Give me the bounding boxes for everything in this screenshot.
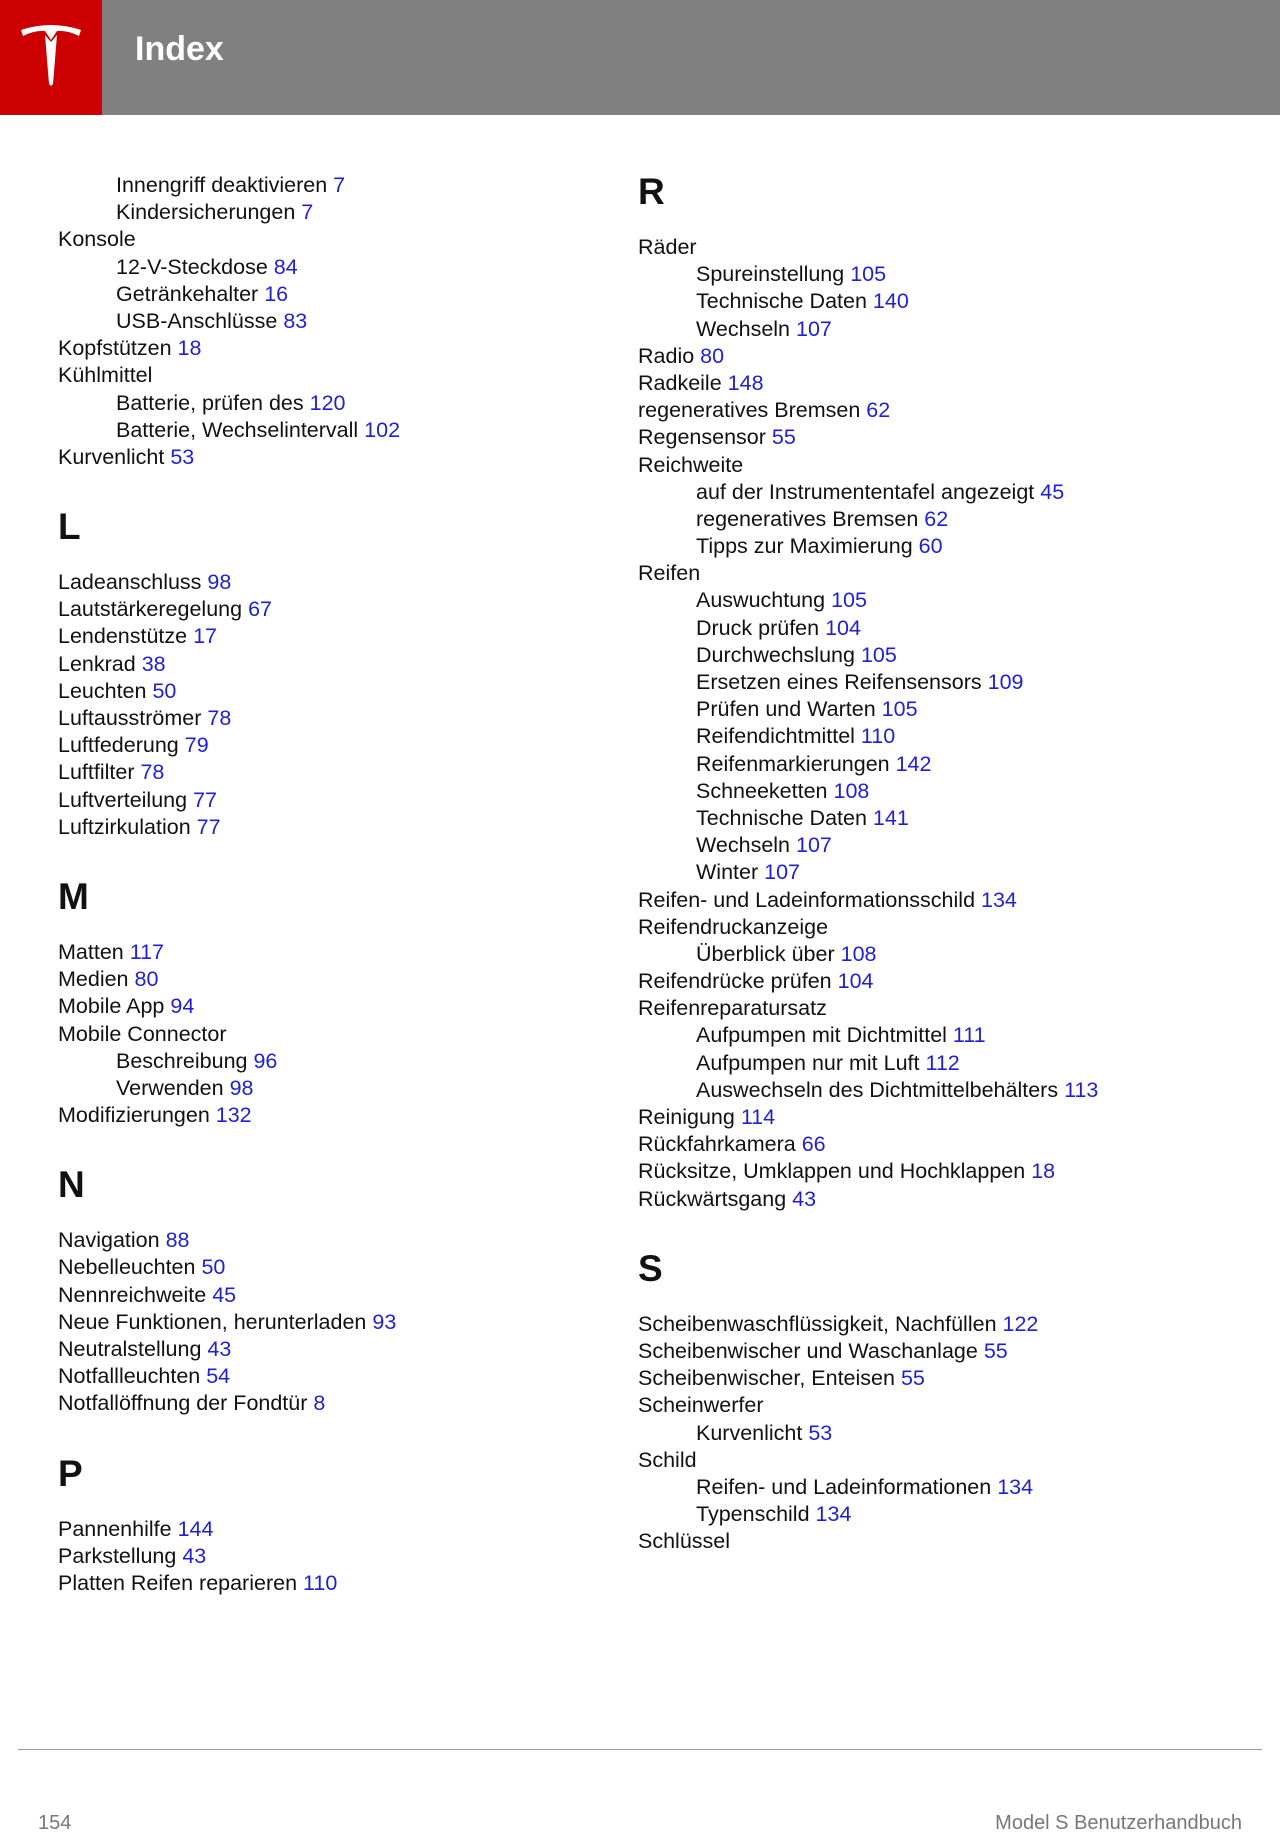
index-term: Lenkrad xyxy=(58,651,136,676)
page-reference-link[interactable]: 16 xyxy=(264,281,289,306)
page-reference-link[interactable]: 67 xyxy=(248,597,272,622)
index-entry xyxy=(638,1447,1248,1474)
index-subentry xyxy=(638,1050,1248,1077)
index-entry xyxy=(58,939,618,966)
index-term: Schlüssel xyxy=(638,1529,731,1554)
page-reference-link[interactable]: 141 xyxy=(872,805,909,830)
index-column-left xyxy=(58,172,618,1597)
index-term: Kühlmittel xyxy=(58,363,153,388)
index-term: Neue Funktionen, herunterladen xyxy=(58,1309,367,1334)
index-term: Reinigung xyxy=(638,1105,735,1129)
index-term: Wechseln xyxy=(696,316,791,341)
index-subentry xyxy=(638,778,1248,805)
index-subentry xyxy=(638,941,1248,968)
index-subentry xyxy=(638,587,1248,614)
index-term: Mobile App xyxy=(58,994,165,1019)
index-subentry xyxy=(638,1022,1248,1049)
index-term: USB-Anschlüsse xyxy=(116,308,278,333)
index-term: Modifizierungen xyxy=(58,1103,210,1128)
index-term: Konsole xyxy=(58,227,136,252)
index-term: Luftfilter xyxy=(58,760,135,785)
index-entry xyxy=(638,370,1248,397)
page-reference-link[interactable]: 117 xyxy=(129,939,164,964)
index-term: Getränkehalter xyxy=(116,281,259,306)
index-term: regeneratives Bremsen xyxy=(696,506,919,531)
page-reference-link[interactable]: 45 xyxy=(1040,479,1065,504)
index-term: Reifen xyxy=(638,561,701,586)
index-section-letter: L xyxy=(58,506,81,548)
page-reference-link[interactable]: 53 xyxy=(808,1420,833,1445)
index-entry xyxy=(58,1363,618,1390)
index-subentry xyxy=(58,254,618,281)
page-reference-link[interactable]: 38 xyxy=(141,651,166,676)
index-term: Reifendichtmittel xyxy=(696,724,855,749)
index-term: Neutralstellung xyxy=(58,1337,202,1361)
page-reference-link[interactable]: 122 xyxy=(1002,1311,1039,1336)
index-term: Druck prüfen xyxy=(696,615,820,640)
index-term: Scheinwerfer xyxy=(638,1393,764,1418)
index-entry xyxy=(58,993,618,1020)
page-reference-link[interactable]: 104 xyxy=(825,615,861,640)
page-reference-link[interactable]: 110 xyxy=(860,724,896,749)
index-entry xyxy=(58,1336,618,1363)
index-term: Navigation xyxy=(58,1228,160,1253)
index-entry xyxy=(58,623,618,650)
index-entry xyxy=(58,1309,618,1336)
index-term: Reifendrücke prüfen xyxy=(638,969,832,994)
index-entry xyxy=(58,444,618,471)
index-entry xyxy=(638,424,1248,451)
page-reference-link[interactable]: 88 xyxy=(165,1228,190,1253)
page-reference-link[interactable]: 142 xyxy=(895,751,932,776)
index-term: Reifenreparatursatz xyxy=(638,996,827,1021)
page-reference-link[interactable]: 78 xyxy=(207,706,232,730)
index-term: Lautstärkeregelung xyxy=(58,597,243,622)
index-term: Lendenstütze xyxy=(58,624,188,649)
page-header xyxy=(0,0,1280,115)
index-entry xyxy=(58,651,618,678)
index-term: Schild xyxy=(638,1447,697,1472)
page-reference-link[interactable]: 7 xyxy=(301,200,314,225)
index-subentry xyxy=(638,1077,1248,1104)
index-subentry xyxy=(638,1420,1248,1447)
index-subentry xyxy=(638,506,1248,533)
index-subentry xyxy=(638,1501,1248,1528)
page-reference-link[interactable]: 107 xyxy=(796,316,832,341)
page-reference-link[interactable]: 132 xyxy=(215,1103,252,1128)
index-entry xyxy=(638,397,1248,424)
page-reference-link[interactable]: 105 xyxy=(881,697,918,722)
index-term: Batterie, Wechselintervall xyxy=(116,417,359,442)
index-term: auf der Instrumententafel angezeigt xyxy=(696,479,1035,504)
index-entry xyxy=(58,569,618,596)
index-term: Rückwärtsgang xyxy=(638,1186,787,1211)
index-entry xyxy=(638,1392,1248,1419)
index-entry xyxy=(638,343,1248,370)
logo-box xyxy=(0,0,102,115)
index-term: Reifen- und Ladeinformationen xyxy=(696,1474,992,1499)
index-term: Notfallleuchten xyxy=(58,1364,201,1389)
page-reference-link[interactable]: 102 xyxy=(364,417,401,442)
index-section-letter: P xyxy=(58,1452,83,1494)
index-subentry xyxy=(638,751,1248,778)
page-reference-link[interactable]: 77 xyxy=(193,787,217,812)
index-term: Tipps zur Maximierung xyxy=(696,534,913,559)
index-entry xyxy=(58,226,618,253)
index-term: Medien xyxy=(58,967,129,992)
index-section-letter: N xyxy=(58,1164,85,1206)
index-term: Reifen- und Ladeinformationsschild xyxy=(638,887,976,912)
index-term: Beschreibung xyxy=(116,1048,248,1073)
index-entry xyxy=(58,1227,618,1254)
page-reference-link[interactable]: 144 xyxy=(177,1516,214,1541)
index-entry xyxy=(638,234,1248,261)
index-term: Mobile Connector xyxy=(58,1021,227,1046)
page-reference-link[interactable]: 110 xyxy=(303,1570,338,1595)
page-reference-link[interactable]: 45 xyxy=(212,1282,237,1307)
index-entry xyxy=(638,1104,1248,1131)
index-subentry xyxy=(638,696,1248,723)
page-reference-link[interactable]: 83 xyxy=(283,308,308,333)
index-entry xyxy=(58,1516,618,1543)
page-reference-link[interactable]: 98 xyxy=(207,570,232,595)
index-term: Spureinstellung xyxy=(696,262,845,287)
index-term: Luftausströmer xyxy=(58,706,202,730)
index-entry xyxy=(638,968,1248,995)
index-term: Aufpumpen nur mit Luft xyxy=(696,1050,920,1075)
index-subentry xyxy=(638,615,1248,642)
page-reference-link[interactable]: 80 xyxy=(700,343,725,368)
index-term: Reifendruckanzeige xyxy=(638,914,829,939)
index-entry xyxy=(58,1570,618,1597)
index-entry xyxy=(638,560,1248,587)
index-term: Matten xyxy=(58,939,124,964)
index-term: Kurvenlicht xyxy=(696,1420,803,1445)
page-reference-link[interactable]: 105 xyxy=(860,642,897,667)
index-term: Scheibenwischer, Enteisen xyxy=(638,1366,895,1391)
index-entry xyxy=(58,1021,618,1048)
index-subentry xyxy=(638,805,1248,832)
index-term: Notfallöffnung der Fondtür xyxy=(58,1391,308,1416)
index-entry xyxy=(638,914,1248,941)
index-subentry xyxy=(638,832,1248,859)
page-reference-link[interactable]: 60 xyxy=(918,534,943,559)
page-reference-link[interactable]: 108 xyxy=(833,778,870,803)
page-reference-link[interactable]: 50 xyxy=(201,1255,226,1280)
index-subentry xyxy=(58,172,618,199)
index-term: regeneratives Bremsen xyxy=(638,398,861,423)
index-entry xyxy=(638,452,1248,479)
index-term: Luftverteilung xyxy=(58,787,188,812)
index-term: Verwenden xyxy=(116,1075,224,1100)
index-term: Parkstellung xyxy=(58,1543,177,1568)
index-subentry xyxy=(58,281,618,308)
index-term: Aufpumpen mit Dichtmittel xyxy=(696,1023,947,1048)
page-reference-link[interactable]: 55 xyxy=(771,425,796,450)
index-term: Kurvenlicht xyxy=(58,444,165,469)
index-term: Rückfahrkamera xyxy=(638,1132,796,1157)
index-term: Platten Reifen reparieren xyxy=(58,1570,298,1595)
footer-page-number: 154 xyxy=(38,1812,72,1834)
page-reference-link[interactable]: 104 xyxy=(837,969,874,994)
index-entry xyxy=(638,1131,1248,1158)
index-entry xyxy=(58,1543,618,1570)
index-entry xyxy=(638,1158,1248,1185)
index-subentry xyxy=(58,417,618,444)
index-subentry xyxy=(638,479,1248,506)
index-term: Nebelleuchten xyxy=(58,1255,196,1280)
page-reference-link[interactable]: 79 xyxy=(184,733,209,758)
page-reference-link[interactable]: 55 xyxy=(900,1366,925,1391)
index-subentry xyxy=(638,642,1248,669)
index-term: Reifenmarkierungen xyxy=(696,751,890,776)
page-reference-link[interactable]: 105 xyxy=(850,262,887,287)
page-reference-link[interactable]: 66 xyxy=(801,1132,826,1157)
index-entry xyxy=(58,596,618,623)
index-term: Ersetzen eines Reifensensors xyxy=(696,670,982,694)
index-term: Technische Daten xyxy=(696,805,867,830)
index-term: Kopfstützen xyxy=(58,336,172,361)
index-entry xyxy=(58,1102,618,1129)
index-term: Räder xyxy=(638,235,697,259)
page-reference-link[interactable]: 7 xyxy=(333,173,346,197)
index-subentry xyxy=(638,669,1248,696)
index-term: Kindersicherungen xyxy=(116,200,296,225)
index-term: Radio xyxy=(638,343,695,368)
index-subentry xyxy=(638,316,1248,343)
index-term: Radkeile xyxy=(638,370,722,395)
page-reference-link[interactable]: 109 xyxy=(987,670,1024,694)
index-term: Pannenhilfe xyxy=(58,1516,172,1541)
page-reference-link[interactable]: 112 xyxy=(925,1050,960,1075)
index-subentry xyxy=(58,308,618,335)
index-term: Leuchten xyxy=(58,678,147,703)
index-entry xyxy=(58,1282,618,1309)
page-reference-link[interactable]: 96 xyxy=(253,1048,278,1073)
page-reference-link[interactable]: 114 xyxy=(740,1105,776,1129)
page-reference-link[interactable]: 18 xyxy=(177,336,202,361)
index-subentry xyxy=(638,859,1248,886)
index-term: Luftfederung xyxy=(58,733,179,758)
page-reference-link[interactable]: 98 xyxy=(229,1075,254,1100)
index-term: Schneeketten xyxy=(696,778,828,803)
footer-divider xyxy=(18,1749,1262,1750)
page-reference-link[interactable]: 93 xyxy=(372,1309,397,1334)
index-term: Wechseln xyxy=(696,833,791,858)
page-reference-link[interactable]: 50 xyxy=(152,678,177,703)
page-reference-link[interactable]: 54 xyxy=(206,1364,231,1389)
page-reference-link[interactable]: 78 xyxy=(140,760,165,785)
page-reference-link[interactable]: 43 xyxy=(182,1543,207,1568)
index-entry xyxy=(638,1528,1248,1555)
index-subentry xyxy=(58,1048,618,1075)
index-entry xyxy=(58,814,618,841)
index-entry xyxy=(58,705,618,732)
page-reference-link[interactable]: 94 xyxy=(170,994,195,1019)
page-reference-link[interactable]: 120 xyxy=(309,390,346,415)
index-term: Typenschild xyxy=(696,1502,810,1527)
index-entry xyxy=(58,787,618,814)
page-reference-link[interactable]: 113 xyxy=(1064,1077,1099,1102)
page-reference-link[interactable]: 55 xyxy=(983,1338,1008,1363)
index-term: 12-V-Steckdose xyxy=(116,254,268,279)
index-term: Technische Daten xyxy=(696,289,867,314)
index-term: Scheibenwischer und Waschanlage xyxy=(638,1338,978,1363)
page-reference-link[interactable]: 148 xyxy=(727,370,764,395)
index-subentry xyxy=(638,533,1248,560)
tesla-logo-icon xyxy=(17,20,85,88)
page-reference-link[interactable]: 84 xyxy=(273,254,298,279)
index-term: Überblick über xyxy=(696,941,835,966)
index-section-letter: S xyxy=(638,1247,663,1289)
index-term: Durchwechslung xyxy=(696,642,855,667)
index-subentry xyxy=(58,1075,618,1102)
index-entry xyxy=(638,887,1248,914)
page-reference-link[interactable]: 107 xyxy=(764,860,800,885)
index-entry xyxy=(638,1365,1248,1392)
page-reference-link[interactable]: 105 xyxy=(831,588,867,613)
index-term: Batterie, prüfen des xyxy=(116,390,304,415)
page-reference-link[interactable]: 8 xyxy=(313,1391,326,1416)
index-subentry xyxy=(58,199,618,226)
page-reference-link[interactable]: 77 xyxy=(196,814,221,839)
page-reference-link[interactable]: 111 xyxy=(952,1023,986,1048)
index-section-letter: R xyxy=(638,171,665,212)
page-reference-link[interactable]: 18 xyxy=(1031,1159,1056,1184)
index-term: Rücksitze, Umklappen und Hochklappen xyxy=(638,1159,1026,1184)
index-term: Luftzirkulation xyxy=(58,814,191,839)
index-term: Auswechseln des Dichtmittelbehälters xyxy=(696,1077,1059,1102)
page-reference-link[interactable]: 17 xyxy=(193,624,218,649)
page-title: Index xyxy=(135,30,224,68)
index-entry xyxy=(58,362,618,389)
page-reference-link[interactable]: 43 xyxy=(792,1186,817,1211)
index-entry xyxy=(58,1390,618,1417)
index-term: Prüfen und Warten xyxy=(696,697,876,722)
index-entry xyxy=(638,995,1248,1022)
index-term: Winter xyxy=(696,860,759,885)
index-entry xyxy=(58,966,618,993)
index-entry xyxy=(58,335,618,362)
index-term: Auswuchtung xyxy=(696,588,826,613)
index-term: Scheibenwaschflüssigkeit, Nachfüllen xyxy=(638,1311,997,1336)
page-reference-link[interactable]: 140 xyxy=(872,289,909,314)
page-reference-link[interactable]: 53 xyxy=(170,444,195,469)
index-section-letter: M xyxy=(58,875,89,917)
page-reference-link[interactable]: 108 xyxy=(840,941,877,966)
page-reference-link[interactable]: 107 xyxy=(796,833,832,858)
index-term: Ladeanschluss xyxy=(58,570,202,595)
page-reference-link[interactable]: 43 xyxy=(207,1337,232,1361)
index-term: Regensensor xyxy=(638,425,766,450)
page-reference-link[interactable]: 134 xyxy=(981,887,1017,912)
index-subentry xyxy=(638,723,1248,750)
page-reference-link[interactable]: 134 xyxy=(815,1502,852,1527)
index-entry xyxy=(58,1254,618,1281)
page-reference-link[interactable]: 62 xyxy=(924,506,949,531)
index-entry xyxy=(58,732,618,759)
index-entry xyxy=(638,1311,1248,1338)
index-entry xyxy=(58,759,618,786)
index-column-right xyxy=(638,170,1248,1555)
index-subentry xyxy=(638,1474,1248,1501)
index-term: Reichweite xyxy=(638,452,744,477)
page-reference-link[interactable]: 62 xyxy=(866,398,891,423)
index-subentry xyxy=(638,261,1248,288)
index-term: Nennreichweite xyxy=(58,1282,207,1307)
index-subentry xyxy=(58,390,618,417)
page-reference-link[interactable]: 134 xyxy=(997,1474,1034,1499)
index-entry xyxy=(638,1186,1248,1213)
index-entry xyxy=(58,678,618,705)
page-reference-link[interactable]: 80 xyxy=(134,967,159,992)
index-term: Innengriff deaktivieren xyxy=(116,173,328,197)
index-subentry xyxy=(638,288,1248,315)
index-entry xyxy=(638,1338,1248,1365)
footer-document-title: Model S Benutzerhandbuch xyxy=(995,1812,1242,1834)
